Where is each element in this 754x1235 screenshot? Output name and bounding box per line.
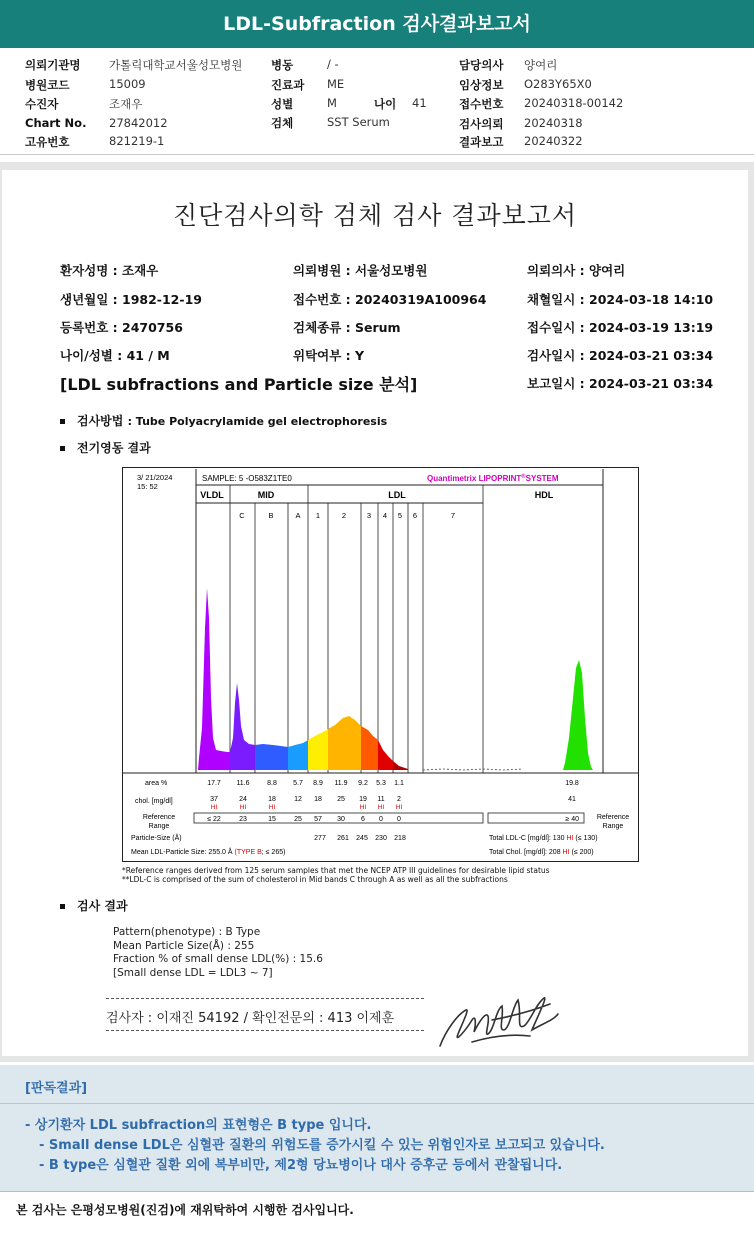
patient-info: 위탁여부 : Y bbox=[293, 348, 365, 363]
row-label-ref2: Range bbox=[148, 823, 170, 830]
hi-flag: HI bbox=[268, 804, 276, 811]
header-label: 성별 bbox=[271, 97, 294, 111]
profile-segment bbox=[378, 740, 393, 770]
method-value: : Tube Polyacrylamide gel electrophoresis bbox=[127, 415, 388, 428]
footer-note: 본 검사는 은평성모병원(진검)에 재위탁하여 시행한 검사입니다. bbox=[16, 1203, 354, 1217]
total-chol-ref: (≤ 200) bbox=[571, 849, 594, 856]
header-value: 20240318-00142 bbox=[524, 96, 624, 110]
patient-info: 생년월일 : 1982-12-19 bbox=[60, 292, 202, 307]
chol-value: 12 bbox=[294, 796, 302, 803]
signature-image bbox=[432, 990, 567, 1055]
ref-value: 23 bbox=[239, 816, 247, 823]
chol-value: 37 bbox=[210, 796, 218, 803]
patient-info: 등록번호 : 2470756 bbox=[60, 320, 183, 335]
header-label: 임상정보 bbox=[459, 78, 504, 92]
area-value: 1.1 bbox=[394, 780, 404, 787]
band-label: B bbox=[268, 511, 274, 520]
chart-brand-name: Quantimetrix LIPOPRINT bbox=[427, 474, 522, 483]
patient-info: 나이/성별 : 41 / M bbox=[60, 348, 170, 363]
ref-value: 30 bbox=[337, 816, 345, 823]
ref-value: ≤ 22 bbox=[207, 816, 221, 823]
ref-value: 25 bbox=[294, 816, 302, 823]
area-value: 19.8 bbox=[565, 780, 579, 787]
patient-info: 환자성명 : 조재우 bbox=[60, 263, 159, 278]
footnote: *Reference ranges derived from 125 serum samples that met the NCEP ATP III guidelines for desirable lipid status bbox=[122, 866, 550, 875]
patient-info: 채혈일시 : 2024-03-18 14:10 bbox=[527, 292, 714, 307]
chart-svg bbox=[123, 468, 638, 861]
band-label: 7 bbox=[450, 511, 456, 520]
ref-right-label1: Reference bbox=[596, 814, 630, 821]
header-value: SST Serum bbox=[327, 115, 390, 129]
header-label: 고유번호 bbox=[25, 135, 70, 149]
row-label-chol: chol. [mg/dl] bbox=[135, 798, 173, 805]
region-label-hdl: HDL bbox=[534, 490, 554, 500]
profile-segment bbox=[230, 683, 255, 770]
area-value: 11.9 bbox=[334, 780, 348, 787]
row-label-area: area % bbox=[145, 780, 168, 787]
particle-size-value: 218 bbox=[394, 835, 406, 842]
report-heading: 진단검사의학 검체 검사 결과보고서 bbox=[172, 201, 578, 230]
result-label: 검사 결과 bbox=[77, 899, 128, 913]
header-label: 검사의뢰 bbox=[459, 117, 504, 131]
particle-size-value: 230 bbox=[375, 835, 387, 842]
patient-info: 접수일시 : 2024-03-19 13:19 bbox=[527, 320, 714, 335]
dashed-rule bbox=[106, 998, 424, 999]
patient-info: 검체종류 : Serum bbox=[293, 320, 401, 335]
interpretation-line: - Small dense LDL은 심혈관 질환의 위험도를 증가시킬 수 있는 위험인자로 보고되고 있습니다. bbox=[39, 1138, 605, 1153]
footnote: **LDL-C is comprised of the sum of cholesterol in Mid bands C through A as well as all the subfractions bbox=[122, 875, 508, 884]
footer-divider bbox=[0, 1191, 754, 1192]
header-value: 가톨릭대학교서울성모병원 bbox=[109, 58, 243, 72]
interpretation-divider bbox=[0, 1103, 754, 1104]
result-text: Pattern(phenotype) : B Type Mean Particle Size(Å) : 255 Fraction % of small dense LDL(%) : 15.6 [Small dense LDL = LDL3 ~ 7] bbox=[113, 926, 323, 979]
mean-tail: ; ≤ 265) bbox=[261, 849, 286, 856]
header-label: 나이 bbox=[374, 97, 397, 111]
header-value: ME bbox=[327, 77, 345, 91]
area-value: 17.7 bbox=[207, 780, 221, 787]
mean-size-label: Mean LDL-Particle Size: 255.0 Å bbox=[131, 849, 233, 856]
header-value: O283Y65X0 bbox=[524, 77, 592, 91]
band-label: 2 bbox=[341, 511, 347, 520]
hi-flag: HI bbox=[239, 804, 247, 811]
area-value: 5.3 bbox=[376, 780, 386, 787]
chol-value: 24 bbox=[239, 796, 247, 803]
total-ldl-label: Total LDL-C [mg/dl]: 130 bbox=[489, 835, 565, 842]
region-label-mid: MID bbox=[257, 490, 275, 500]
total-chol-label: Total Chol. [mg/dl]: 208 bbox=[489, 849, 561, 856]
ref-value: 0 bbox=[379, 816, 383, 823]
header-label: Chart No. bbox=[25, 116, 87, 130]
ref-value: 15 bbox=[268, 816, 276, 823]
ref-right-label2: Range bbox=[602, 823, 624, 830]
ref-value: 0 bbox=[397, 816, 401, 823]
header-label: 접수번호 bbox=[459, 97, 504, 111]
patient-info: 의뢰병원 : 서울성모병원 bbox=[293, 263, 428, 278]
header-label: 의뢰기관명 bbox=[25, 58, 81, 72]
chol-value: 18 bbox=[268, 796, 276, 803]
mean-type: (TYPE B bbox=[234, 849, 262, 856]
total-chol bbox=[489, 849, 594, 856]
chart-brand bbox=[427, 473, 559, 483]
bullet-icon bbox=[60, 446, 65, 451]
chol-value: 41 bbox=[568, 796, 576, 803]
mean-size-text bbox=[131, 847, 285, 856]
ref-value: 57 bbox=[314, 816, 322, 823]
area-value: 8.9 bbox=[313, 780, 323, 787]
chart-brand-tail: SYSTEM bbox=[525, 474, 559, 483]
row-label-ref1: Reference bbox=[142, 814, 176, 821]
header-value: 15009 bbox=[109, 77, 146, 91]
total-chol-hi: HI bbox=[562, 849, 570, 856]
header-label: 검체 bbox=[271, 116, 294, 130]
header-label: 병원코드 bbox=[25, 78, 70, 92]
chol-value: 2 bbox=[397, 796, 401, 803]
total-ldl bbox=[489, 835, 598, 842]
hi-flag: HI bbox=[210, 804, 218, 811]
header-label: 결과보고 bbox=[459, 135, 504, 149]
header-value: M bbox=[327, 96, 337, 110]
report-title-bar bbox=[0, 0, 754, 48]
bullet-icon bbox=[60, 419, 65, 424]
electrophoresis-chart bbox=[122, 467, 639, 862]
area-value: 9.2 bbox=[358, 780, 368, 787]
band-label: 4 bbox=[382, 511, 388, 520]
method-label: 검사방법 bbox=[77, 414, 124, 428]
profile-areas bbox=[198, 588, 593, 770]
profile-segment bbox=[563, 660, 593, 770]
interpretation-line: - B type은 심혈관 질환 외에 복부비만, 제2형 당뇨병이나 대사 증후군 등에서 관찰됩니다. bbox=[39, 1158, 563, 1173]
patient-info: 검사일시 : 2024-03-21 03:34 bbox=[527, 348, 714, 363]
particle-size-value: 245 bbox=[356, 835, 368, 842]
electrophoresis-heading bbox=[60, 439, 151, 456]
chart-date: 3/ 21/2024 bbox=[137, 473, 173, 482]
chart-sample: SAMPLE: 5 -O583Z1TE0 bbox=[202, 474, 292, 483]
chol-value: 25 bbox=[337, 796, 345, 803]
profile-segment bbox=[328, 716, 361, 770]
interpretation-line: - 상기환자 LDL subfraction의 표현형은 B type 입니다. bbox=[25, 1118, 372, 1133]
method-line bbox=[60, 412, 387, 429]
patient-info: 의뢰의사 : 양여리 bbox=[527, 263, 626, 278]
region-label-vldl: VLDL bbox=[200, 490, 224, 500]
header-value: 조재우 bbox=[109, 97, 143, 111]
profile-segment bbox=[255, 744, 288, 770]
report-title: LDL-Subfraction 검사결과보고서 bbox=[223, 13, 531, 35]
band-label: 3 bbox=[366, 511, 372, 520]
chol-value: 18 bbox=[314, 796, 322, 803]
profile-segment bbox=[198, 588, 230, 770]
profile-segment bbox=[308, 729, 328, 770]
bullet-icon bbox=[60, 904, 65, 909]
area-value: 5.7 bbox=[293, 780, 303, 787]
particle-size-value: 277 bbox=[314, 835, 326, 842]
header-value: 821219-1 bbox=[109, 134, 165, 148]
band-label: A bbox=[295, 511, 301, 520]
section-heading: [LDL subfractions and Particle size 분석] bbox=[60, 375, 418, 394]
chol-value: 11 bbox=[377, 796, 385, 803]
header-value: 41 bbox=[412, 96, 427, 110]
report-time: 보고일시 : 2024-03-21 03:34 bbox=[527, 376, 714, 391]
profile-segment bbox=[288, 740, 308, 770]
electrophoresis-label: 전기영동 결과 bbox=[77, 441, 151, 455]
profile-segment bbox=[393, 761, 408, 770]
header-value: / - bbox=[327, 57, 339, 71]
region-label-ldl: LDL bbox=[388, 490, 406, 500]
band-label: 1 bbox=[315, 511, 321, 520]
profile-segment bbox=[361, 726, 378, 770]
area-value: 11.6 bbox=[236, 780, 250, 787]
ref-value: 6 bbox=[361, 816, 365, 823]
header-divider bbox=[0, 154, 754, 155]
data-table bbox=[131, 780, 629, 856]
header-label: 담당의사 bbox=[459, 58, 504, 72]
total-ldl-ref: (≤ 130) bbox=[575, 835, 598, 842]
chart-time: 15: 52 bbox=[137, 482, 158, 491]
patient-info: 접수번호 : 20240319A100964 bbox=[293, 292, 487, 307]
header-label: 수진자 bbox=[25, 97, 59, 111]
band-label: 5 bbox=[397, 511, 403, 520]
hi-flag: HI bbox=[395, 804, 403, 811]
hi-flag: HI bbox=[377, 804, 385, 811]
result-heading bbox=[60, 897, 128, 914]
hdl-ref-value: ≥ 40 bbox=[565, 816, 579, 823]
row-label-particle: Particle-Size (Å) bbox=[131, 835, 182, 842]
area-value: 8.8 bbox=[267, 780, 277, 787]
header-label: 병동 bbox=[271, 58, 294, 72]
examiner-line: 검사자 : 이재진 54192 / 확인전문의 : 413 이제훈 bbox=[106, 1011, 395, 1026]
band-label: C bbox=[239, 511, 245, 520]
header-value: 20240318 bbox=[524, 116, 583, 130]
header-value: 27842012 bbox=[109, 116, 168, 130]
header-label: 진료과 bbox=[271, 78, 305, 92]
total-ldl-hi: HI bbox=[566, 835, 574, 842]
particle-size-value: 261 bbox=[337, 835, 349, 842]
hi-flag: HI bbox=[359, 804, 367, 811]
header-value: 20240322 bbox=[524, 134, 583, 148]
registered-mark: ® bbox=[521, 474, 526, 480]
chol-value: 19 bbox=[359, 796, 367, 803]
band-label: 6 bbox=[412, 511, 418, 520]
profile-tail bbox=[423, 769, 523, 770]
interpretation-title: [판독결과] bbox=[25, 1081, 88, 1096]
header-value: 양여리 bbox=[524, 58, 558, 72]
dashed-rule bbox=[106, 1030, 424, 1031]
